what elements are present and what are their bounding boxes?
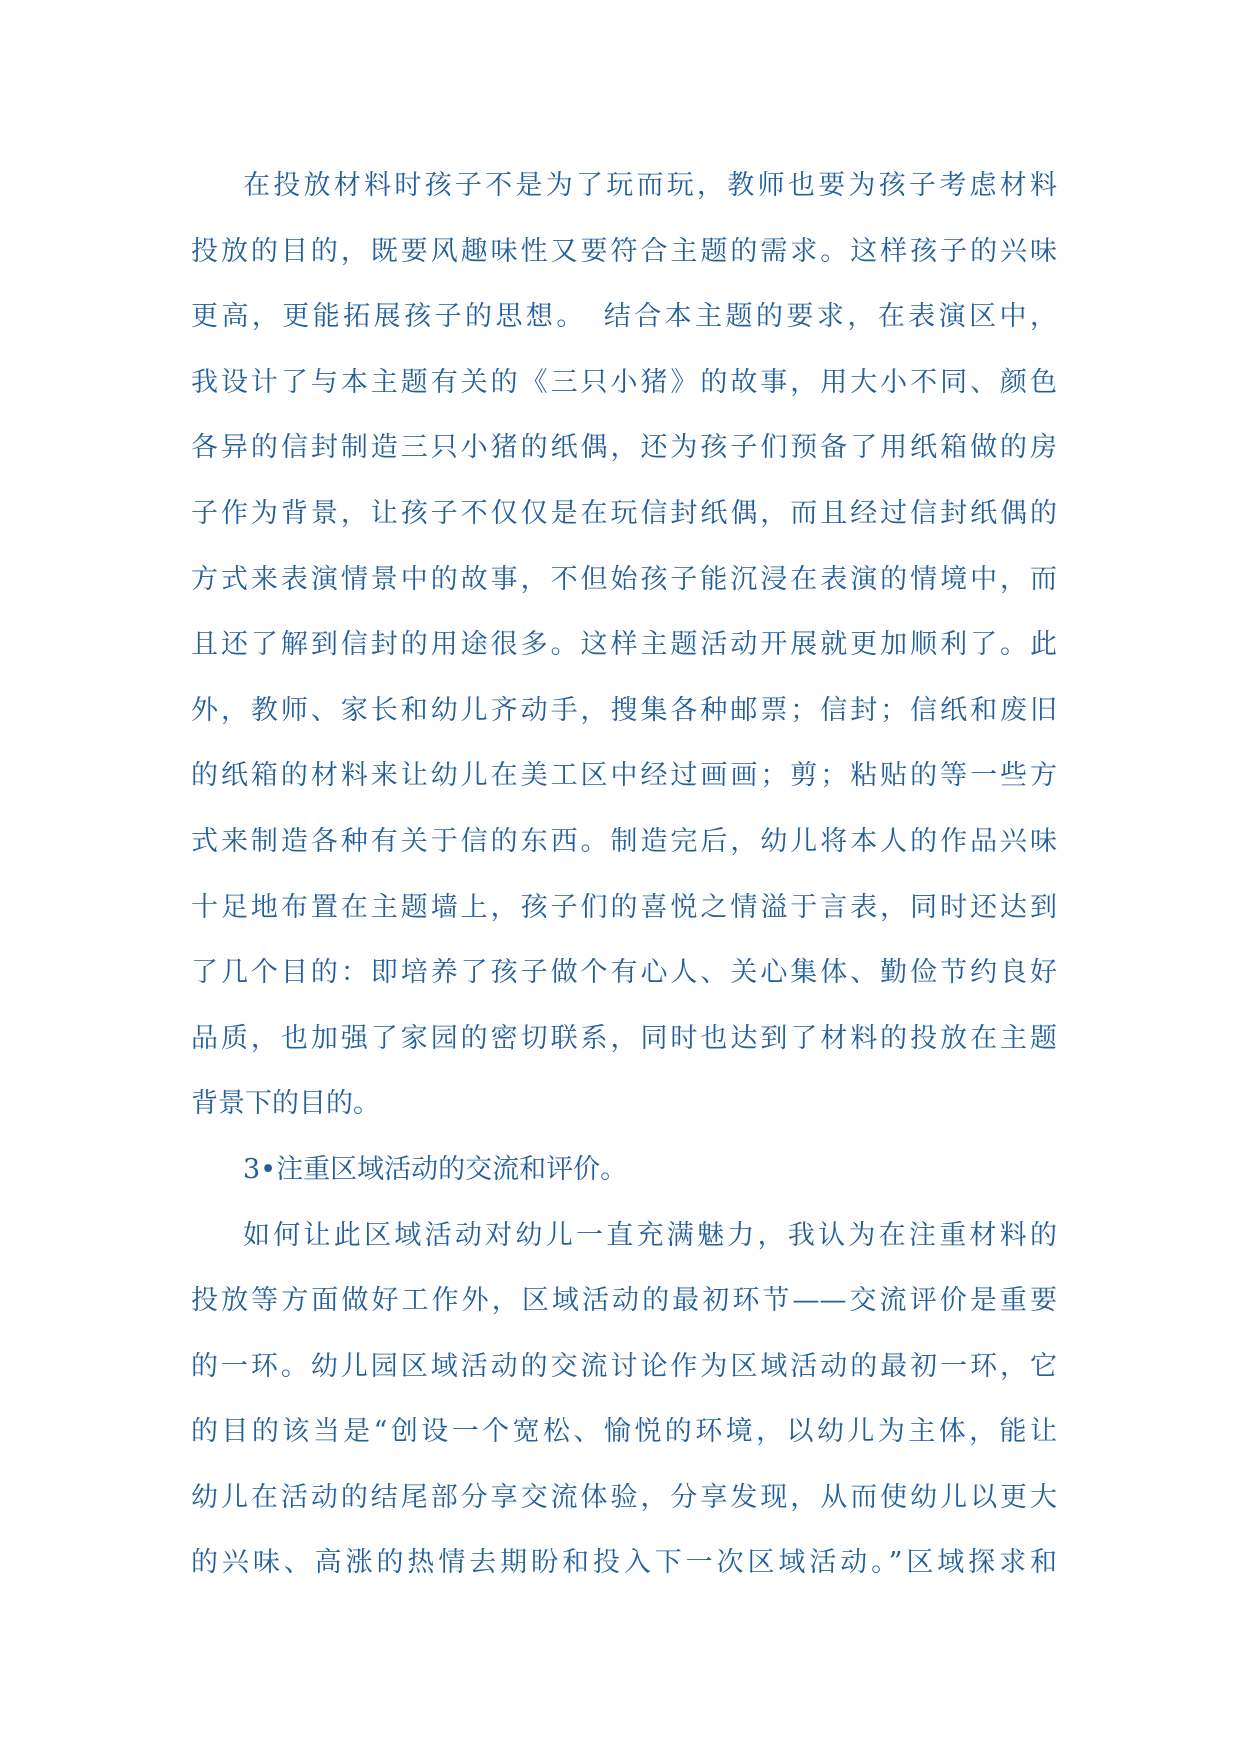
paragraph-line: 了几个目的：即培养了孩子做个有心人、关心集体、勤俭节约良好 [191, 957, 1057, 989]
section-heading: 3•注重区域活动的交流和评价。 [243, 1153, 628, 1185]
paragraph-line: 投放等方面做好工作外，区域活动的最初环节——交流评价是重要 [191, 1285, 1057, 1317]
paragraph-line: 幼儿在活动的结尾部分享交流体验，分享发现，从而使幼儿以更大 [191, 1481, 1057, 1513]
paragraph-line: 式来制造各种有关于信的东西。制造完后，幼儿将本人的作品兴味 [191, 825, 1057, 857]
paragraph-line: 且还了解到信封的用途很多。这样主题活动开展就更加顺利了。此 [191, 629, 1057, 661]
paragraph-line: 背景下的目的。 [191, 1088, 380, 1120]
paragraph [191, 153, 1057, 1137]
paragraph-line: 的纸箱的材料来让幼儿在美工区中经过画画；剪；粘贴的等一些方 [191, 760, 1057, 792]
paragraph-line: 的目的该当是“创设一个宽松、愉悦的环境，以幼儿为主体，能让 [191, 1416, 1057, 1448]
paragraph-line: 十足地布置在主题墙上，孩子们的喜悦之情溢于言表，同时还达到 [191, 891, 1057, 923]
paragraph-line: 更高，更能拓展孩子的思想。 结合本主题的要求，在表演区中， [191, 301, 1057, 333]
paragraph [191, 1203, 1057, 1597]
paragraph-line: 各异的信封制造三只小猪的纸偶，还为孩子们预备了用纸箱做的房 [191, 432, 1057, 464]
paragraph-line: 如何让此区域活动对幼儿一直充满魅力，我认为在注重材料的 [243, 1219, 1057, 1251]
paragraph-line: 投放的目的，既要风趣味性又要符合主题的需求。这样孩子的兴味 [191, 235, 1057, 267]
paragraph-line: 外，教师、家长和幼儿齐动手，搜集各种邮票；信封；信纸和废旧 [191, 694, 1057, 726]
document-page [191, 153, 1057, 1596]
paragraph-line: 的兴味、高涨的热情去期盼和投入下一次区域活动。”区域探求和 [191, 1547, 1057, 1579]
paragraph-line: 品质，也加强了家园的密切联系，同时也达到了材料的投放在主题 [191, 1022, 1057, 1054]
paragraph-line: 的一环。幼儿园区域活动的交流讨论作为区域活动的最初一环，它 [191, 1350, 1057, 1382]
paragraph-line: 我设计了与本主题有关的《三只小猪》的故事，用大小不同、颜色 [191, 366, 1057, 398]
paragraph-line: 方式来表演情景中的故事，不但始孩子能沉浸在表演的情境中，而 [191, 563, 1057, 595]
paragraph-line: 在投放材料时孩子不是为了玩而玩，教师也要为孩子考虑材料 [243, 170, 1057, 201]
paragraph-line: 子作为背景，让孩子不仅仅是在玩信封纸偶，而且经过信封纸偶的 [191, 497, 1057, 529]
